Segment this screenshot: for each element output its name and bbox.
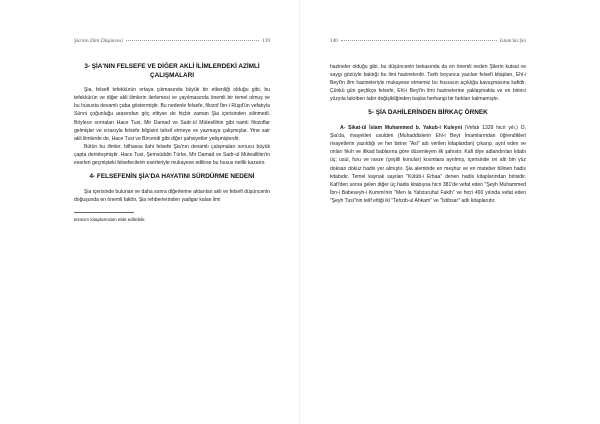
running-head-leader <box>341 40 497 41</box>
paragraph: Şia içerisinde bulunan ve daha sonra diğerlerine aktarılan akli ve felsefi düşüncenin doğuşunda en önemli faktör, Şia rehberlerinden yadigar kalan ilmi <box>74 188 271 203</box>
left-running-head <box>74 38 270 47</box>
section-heading-examples: 5- ŞİA DAHİLERİNDEN BİRKAÇ ÖRNEK <box>368 109 488 117</box>
right-running-title: İslam'da Şia <box>499 38 526 44</box>
footnote-rule <box>74 212 134 213</box>
paragraph: hazineler olduğu gibi, bu düşüncenin bekasında da en önemli neden Şilerin kutsal ve saygı gözüyle baktığı bu ilmi hazinelerdir. Tarih boyunca yazılan felsefi kitapları, Ehl-i Beyt'in ilim hazineleriyle mukayese etmemiz bu hususun açıklığa kavuşmasına kafidir. Çünkü gün geçtikçe felsefe, Ehl-i Beyt'in ilmi hazinelerine yaklaşmakta ve en birinci yüzyıla takriben tabir değişikliğinden başka herhangi bir farkları kalmamıştır. <box>330 64 526 103</box>
paragraph-kuleyni <box>330 124 526 205</box>
paragraph-body: (Vefatı 1329 hicri yılı.) O, Şia'da, rivayetleri usulden (Muhaddislerin Ehl-i Beyt İmamlarından öğrendikleri rivayetlerin yazıldığı ve her birine "Asl" adı verilen kitaplardan) çıkarıp, ayrıt eden ve onları fıkıh ve itikad bablarına göre düzenleyen ilk şahıstır. Kafi diye adlandırılan kitabı üç; usul, furu ve ravze (çeşitli konular) kısımlara ayrılmış, içerisinde on altı bin yüz doksan dokuz hadis yer almıştır. Şia aleminde en meşhur ve en muteber bilinen hadis kitabıdır. Temel kaynak sayılan "Kütüb-i Erbaa" denen hadis kitaplarından birisidir. Kafi'den sonra gelen diğer üç hadis kitabıysa hicri 381'de vefat eden "Şeyh Muhammed İbn-i Babeveyh-i Kummi'nin "Men la Yahzuruhul Fakih" ve hicri 460 yılında vefat eden "Şeyh Tusi"nin telif ettiği iki "Tehzib-ul Ahkam" ve "İstibsar" adlı kitaplarıdır. <box>330 125 526 204</box>
right-running-head <box>330 38 526 47</box>
left-page-number: 139 <box>262 38 270 44</box>
paragraph: Şia, felsefi tefekkürün ortaya çıkmasında büyük bir etkenliği olduğu gibi, bu tefekkürün ve diğer akli ilimlerin ilerlemesi ve yayılmasında önemli bir temel olmuş ve bu hususta devamlı çaba göstermiştir. Bu nedenle felsefe, filozof İbn-i Rüşd'ün vefatıyla Sünni çoğunluğu arasından göç ettiyse de hiçbir zaman Şia içerisinden silinmedi. Böylece sonraları Hace Tusi, Mir Damad ve Sadr-ül Müteellihin gibi namlı filozoflar gelmişler ve sırasıyla felsefe bilgisini tahsil etmeye ve yazmaya çalışmışlar. Yine sair akli ilimlerde de, Hace Tusi ve Bircendi gibi diğer şahsiyetler yetişmişlerdir. <box>74 87 270 142</box>
paragraph: Bütün bu ilimler, bilhassa ilahi felsefe Şia'nın devamlı çalışmaları sonucu büyük çapta derinleşmiştir. Hace Tusi, Şemsüddin Türke, Mir Damad ve Sadr-ul Müteallihin'in eserleri geçmişteki felsefecilerin eserleriyle mukayese edilirse bu husus netlik kazanır. <box>74 143 270 167</box>
left-running-title: Şia'nın Dini Düşüncesi <box>74 38 123 44</box>
bold-lead: A- Sikat-ül İslam Muhammed b. Yakub-i Kuleyni <box>340 125 462 132</box>
right-page-number: 140 <box>330 38 338 44</box>
section-heading-survival: 4- FELSEFENİN ŞİA'DA HAYATINI SÜRDÜRME NEDENİ <box>89 173 255 181</box>
right-page <box>300 0 600 424</box>
section-heading-philosophy: 3- ŞİA'NIN FELSEFE VE DİĞER AKLİ İLİMLERDEKİ AZİMLİ ÇALIŞMALARI <box>84 63 260 79</box>
footnote: teracim kitaplarından elde edilebilir. <box>74 216 146 222</box>
running-head-leader <box>126 40 259 41</box>
